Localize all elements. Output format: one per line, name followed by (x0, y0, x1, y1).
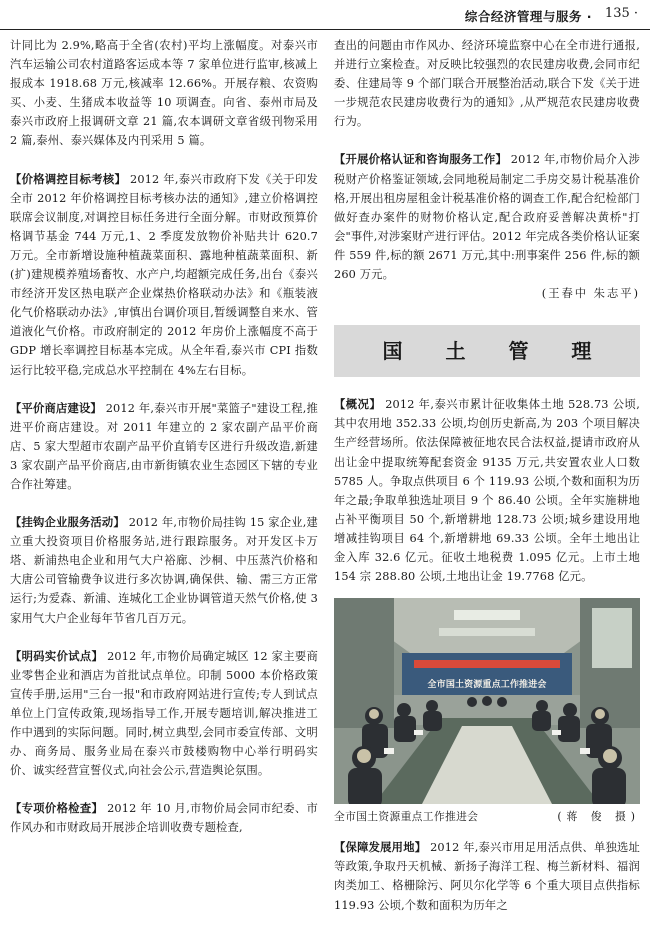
section-title: 国 土 管 理 (382, 338, 610, 363)
caption-text: 全市国土资源重点工作推进会 (334, 810, 479, 824)
page-number: 135 · (604, 6, 638, 21)
paragraph-fair-price-store: 【平价商店建设】 2012 年,泰兴市开展"菜篮子"建设工程,推进平价商店建设。对 2011 年建立的 2 家农副产品平价商店、5 家大型超市农副产品平价直销专区进行升级改造,新建 3 家农副产品平价商店,由市新街镇农业生态园区下辖的专业合作社筹建。 (10, 401, 318, 491)
paragraph-clear-price-pilot: 【明码实价试点】 2012 年,市物价局确定城区 12 家主要商业零售企业和酒店为首批试点单位。印制 5000 本价格政策宣传手册,运用"三台一报"和市政府网站进行宣传;专人到试点单位上门宣传政策,现场指导工作,开展专题培训,解决推进工作中遇到的实际问题。同时,树立典型,会同市委宣传部、文明办、商务局、服务业局在泰兴市鼓楼购物中心举行明码实价、诚实经营宣誓仪式,向社会公示,营造舆论氛围。 (10, 649, 318, 778)
meeting-photo (334, 598, 640, 804)
paragraph-farm-cost: 计同比为 2.9%,略高于全省(农村)平均上涨幅度。对泰兴市汽车运输公司农村道路客运成本等 7 家单位进行监审,核减上报成本 1918.68 万元,核减率 12.66%。开展存粮、农资购买、小麦、生猪成本收益等 10 项调查。向省、泰州市局及泰兴市政府上报调研文章 21 篇,农本调研文章省级刊物采用 2 篇,泰州、泰兴媒体及内刊采用 5 篇。 (10, 39, 318, 148)
paragraph-land-overview: 【概况】 2012 年,泰兴市累计征收集体土地 528.73 公顷,其中农用地 352.33 公顷,均创历史新高,为 203 个项目解决生产经营场所。依法保障被征地农民合法权益,提请市政府从出让金中提取统筹配套资金 9135 万元,共安置农业人口数 5785 人。争取点供项目 6 个 119.93 公顷,个数和面积为历年之最;争取单独选址项目 9 个 86.40 公顷。全年实施耕地占补平衡项目 50 个,新增耕地 128.73 公顷;城乡建设用地增减挂钩项目 64 个,新增耕地 69.33 公顷。全年土地出让金入库 32.6 亿元。征收土地税费 1.095 亿元。上市土地 154 宗 288.80 公顷,土地出让金 19.7768 亿元。 (334, 398, 640, 584)
paragraph-price-certification: 【开展价格认证和咨询服务工作】 2012 年,市物价局介入涉税财产价格鉴证领域,会同地税局制定二手房交易计税基准价格,开展出租房屋租金计税基准价格的调查工作,配合纪检部门做好查办案件的财物价格认定,配合政府妥善解决黄桥"打会"事件,对涉案财产进行评估。2012 年完成各类价格认证案件 559 件,标的额 2671 万元,其中:刑事案件 256 件,标的额 260 万元。 (334, 153, 640, 282)
left-column (10, 36, 318, 837)
page-header (0, 0, 650, 30)
photo-caption (334, 807, 640, 826)
section-heading-land (334, 325, 640, 377)
paragraph-enterprise-service: 【挂钩企业服务活动】 2012 年,市物价局挂钩 15 家企业,建立重大投资项目价格服务站,进行跟踪服务。对开发区卡万塔、新浦热电企业和用气大户裕廊、沙桐、中压蒸汽价格和大唐公司管输费争议进行多次协调,确保供、输、需三方正常运行;为爱森、新浦、连城化工企业协调管道天然气价格,使 3 家用气大户企业每年节省几百万元。 (10, 516, 318, 625)
paragraph-inspection-continued: 查出的问题由市作风办、经济环境监察中心在全市进行通报,并进行立案检查。对反映比较强烈的农民建房收费,会同市纪委、住建局等 9 个部门联合开展整治活动,联合下发《关于进一步规范农民建房收费行为的通知》,从严规范农民建房收费行为。 (334, 39, 640, 129)
meeting-room-illustration (334, 598, 640, 804)
running-title: 综合经济管理与服务 · (464, 9, 592, 24)
photo-credit: (蒋 俊 摄) (557, 810, 640, 824)
paragraph-special-inspection: 【专项价格检查】 2012 年 10 月,市物价局会同市纪委、市作风办和市财政局开展涉企培训收费专题检查, (10, 802, 318, 835)
right-column (334, 36, 640, 915)
author-byline: (王春中 朱志平) (541, 287, 640, 301)
paragraph-price-control: 【价格调控目标考核】 2012 年,泰兴市政府下发《关于印发全市 2012 年价格调控目标考核办法的通知》,建立价格调控联席会议制度,对调控目标任务进行全面分解。市财政预算价格调节基金 744 万元,1、2 季度发放物价补贴共计 620.7 万元。全市新增设施种植蔬菜面积、露地种植蔬菜面积、新(扩)建规模养殖场畜牧、水产户,均超额完成任务,出台《泰兴市经济开发区热电联产企业煤热价格联动办法》和《瓶装液化气价格联动办法》,审慎出台调价项目,暂缓调整自来水、管道液化气价格。市政府制定的 2012 年房价上涨幅度不高于 GDP 增长率调控目标基本完成。从全年看,泰兴市 CPI 指数运行比较平稳,完成总水平控制在 4%左右目标。 (10, 172, 318, 377)
banner-text: 全市国土资源重点工作推进会 (427, 680, 547, 691)
paragraph-land-supply: 【保障发展用地】 2012 年,泰兴市用足用活点供、单独选址等政策,争取丹天机械、新扬子海洋工程、梅兰新材料、福润肉类加工、格栅除污、阿贝尔化学等 6 个重大项目点供指标 119.93 公顷,个数和面积为历年之 (334, 841, 640, 912)
